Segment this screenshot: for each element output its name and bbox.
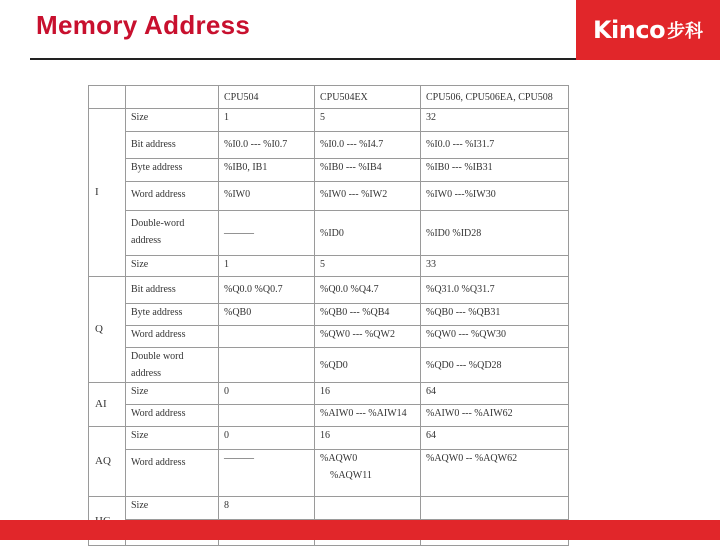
table-cell: %ID0 — [315, 211, 421, 256]
row-label: Bit address — [126, 277, 219, 304]
header-cell: CPU504EX — [315, 86, 421, 109]
table-row — [89, 159, 569, 182]
table-row — [89, 497, 569, 520]
table-cell: 64 — [421, 427, 569, 450]
group-label-aq: AQ — [89, 427, 126, 497]
row-label: Word address — [126, 182, 219, 211]
table-cell: %Q31.0 %Q31.7 — [421, 277, 569, 304]
table-cell: %AIW0 --- %AIW14 — [315, 405, 421, 427]
table-cell — [315, 450, 421, 497]
table-cell: 64 — [421, 383, 569, 405]
table-cell — [315, 497, 421, 520]
table-cell: 16 — [315, 383, 421, 405]
memory-address-table — [88, 85, 569, 546]
table-cell: %I0.0 --- %I31.7 — [421, 132, 569, 159]
table-row — [89, 348, 569, 383]
table-cell: %QW0 --- %QW2 — [315, 326, 421, 348]
row-label-line: address — [131, 368, 161, 379]
table-cell: %IW0 --- %IW2 — [315, 182, 421, 211]
table-cell: 0 — [219, 427, 315, 450]
table-cell: ——— — [219, 450, 315, 497]
table-cell: %IB0 --- %IB31 — [421, 159, 569, 182]
cell-line: %AQW0 — [320, 453, 358, 464]
table-cell: 5 — [315, 256, 421, 277]
table-row — [89, 182, 569, 211]
title-divider — [30, 58, 576, 60]
table-cell: %ID0 %ID28 — [421, 211, 569, 256]
table-row — [89, 304, 569, 326]
header-cell: CPU504 — [219, 86, 315, 109]
table-cell: %QB0 --- %QB31 — [421, 304, 569, 326]
table-cell: %Q0.0 %Q4.7 — [315, 277, 421, 304]
row-label: Size — [126, 109, 219, 132]
kinco-logo — [576, 0, 720, 60]
row-label — [126, 211, 219, 256]
row-label — [126, 348, 219, 383]
table-cell: %AIW0 --- %AIW62 — [421, 405, 569, 427]
row-label: Byte address — [126, 304, 219, 326]
table-cell: 33 — [421, 256, 569, 277]
table-row — [89, 450, 569, 497]
table-cell: 16 — [315, 427, 421, 450]
table-cell — [219, 326, 315, 348]
logo-brand-text: Kinco — [592, 16, 666, 44]
table-row — [89, 256, 569, 277]
table-cell: 32 — [421, 109, 569, 132]
table-cell: %IW0 — [219, 182, 315, 211]
table-row — [89, 427, 569, 450]
table-cell: 8 — [219, 497, 315, 520]
table-row — [89, 277, 569, 304]
group-label-ai: AI — [89, 383, 126, 427]
header-cell — [126, 86, 219, 109]
row-label: Size — [126, 497, 219, 520]
table-cell — [219, 405, 315, 427]
table-row — [89, 405, 569, 427]
cell-line: %AQW11 — [330, 470, 372, 481]
table-cell: %AQW0 -- %AQW62 — [421, 450, 569, 497]
table-cell: %QD0 --- %QD28 — [421, 348, 569, 383]
table-cell: 5 — [315, 109, 421, 132]
table-cell — [421, 497, 569, 520]
table-header-row — [89, 86, 569, 109]
table-cell: %Q0.0 %Q0.7 — [219, 277, 315, 304]
row-label: Bit address — [126, 132, 219, 159]
table-cell: %QB0 — [219, 304, 315, 326]
group-label-i: I — [89, 109, 126, 277]
table-row — [89, 326, 569, 348]
table-row — [89, 211, 569, 256]
row-label: Size — [126, 383, 219, 405]
table-cell: %IB0, IB1 — [219, 159, 315, 182]
row-label: Byte address — [126, 159, 219, 182]
row-label: Word address — [126, 450, 219, 497]
row-label: Size — [126, 256, 219, 277]
group-label-q: Q — [89, 277, 126, 383]
table-cell: ——— — [219, 211, 315, 256]
row-label: Size — [126, 427, 219, 450]
table-cell: %I0.0 --- %I0.7 — [219, 132, 315, 159]
row-label: Word address — [126, 405, 219, 427]
table-cell: %QW0 --- %QW30 — [421, 326, 569, 348]
table-cell: 1 — [219, 109, 315, 132]
header-cell: CPU506, CPU506EA, CPU508 — [421, 86, 569, 109]
table-cell: %I0.0 --- %I4.7 — [315, 132, 421, 159]
slide-title: Memory Address — [36, 10, 251, 40]
table-row — [89, 132, 569, 159]
table-cell: %QD0 — [315, 348, 421, 383]
table-cell: %IW0 ---%IW30 — [421, 182, 569, 211]
table-row — [89, 109, 569, 132]
table-cell: %QB0 --- %QB4 — [315, 304, 421, 326]
table-row — [89, 383, 569, 405]
table-cell: 0 — [219, 383, 315, 405]
table-cell: 1 — [219, 256, 315, 277]
header-cell — [89, 86, 126, 109]
table-cell — [219, 348, 315, 383]
footer-bar — [0, 520, 720, 540]
row-label-line: Double-word — [131, 218, 185, 229]
logo-chinese-text: 步科 — [667, 21, 704, 42]
row-label-line: Double word — [131, 351, 184, 362]
row-label: Word address — [126, 326, 219, 348]
row-label-line: address — [131, 235, 161, 246]
table-cell: %IB0 --- %IB4 — [315, 159, 421, 182]
